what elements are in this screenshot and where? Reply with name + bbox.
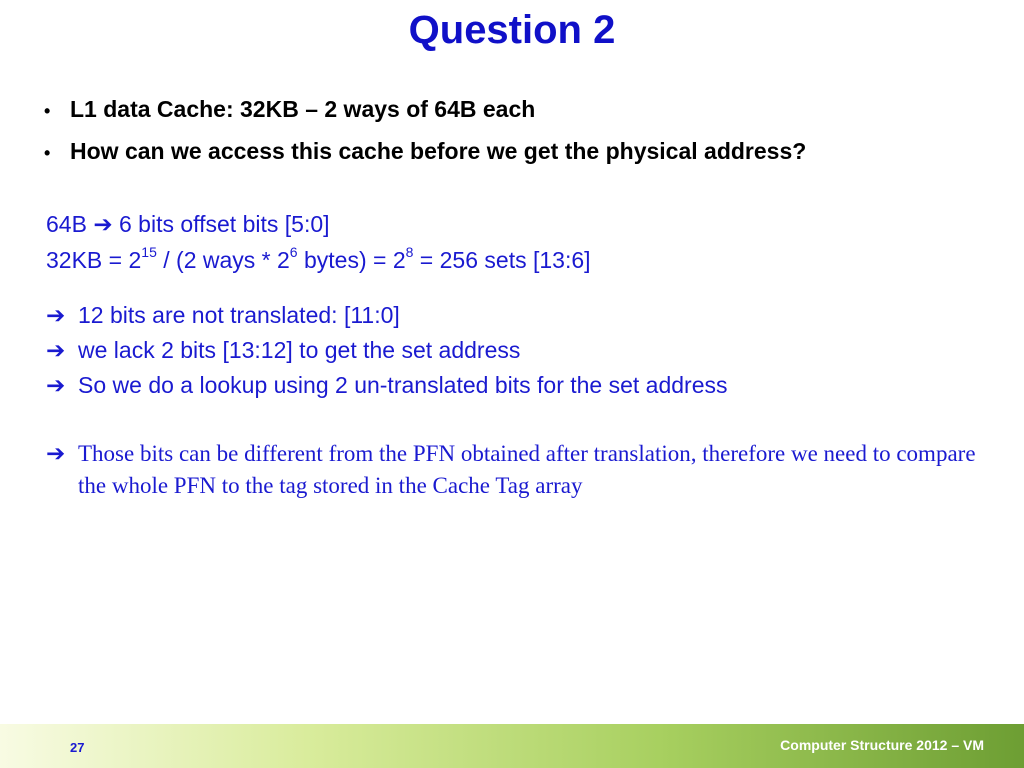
footer-bar <box>0 724 1024 768</box>
bullet-dot-icon: • <box>44 143 51 163</box>
calculation-block <box>46 206 591 278</box>
offset-calculation: 64B ➔ 6 bits offset bits [5:0] <box>46 211 330 237</box>
bullet-text: L1 data Cache: 32KB – 2 ways of 64B each <box>70 96 536 122</box>
arrow-line: ➔ 12 bits are not translated: [11:0] <box>46 298 728 333</box>
right-arrow-icon: ➔ <box>46 372 66 398</box>
page-number: 27 <box>70 740 85 755</box>
bullet-text: How can we access this cache before we get the physical address? <box>70 138 807 164</box>
sets-calculation: $32KB = 2^{15} / (2$ ways * $2^6$ bytes) = $2^8 = 256$ sets [13:6] <box>46 244 591 273</box>
bullet-item <box>44 138 806 180</box>
bullet-list <box>44 96 806 180</box>
note-paragraph <box>46 438 986 502</box>
right-arrow-icon: ➔ <box>93 211 113 237</box>
right-arrow-icon: ➔ <box>46 337 66 363</box>
right-arrow-icon: ➔ <box>46 302 66 328</box>
slide-title: Question 2 <box>408 8 616 52</box>
arrow-line: ➔ we lack 2 bits [13:12] to get the set address <box>46 333 728 368</box>
arrow-line: ➔ So we do a lookup using 2 un-translated bits for the set address <box>46 368 728 403</box>
arrow-list <box>46 298 728 403</box>
bullet-dot-icon: • <box>44 101 51 121</box>
bullet-item <box>44 96 806 138</box>
right-arrow-icon: ➔ <box>46 441 66 466</box>
note-text: Those bits can be different from the PFN obtained after translation, therefore we need to compare the whole PFN to the tag stored in the Cache Tag array <box>78 441 976 498</box>
footer-course-label: Computer Structure 2012 – VM <box>780 737 984 753</box>
